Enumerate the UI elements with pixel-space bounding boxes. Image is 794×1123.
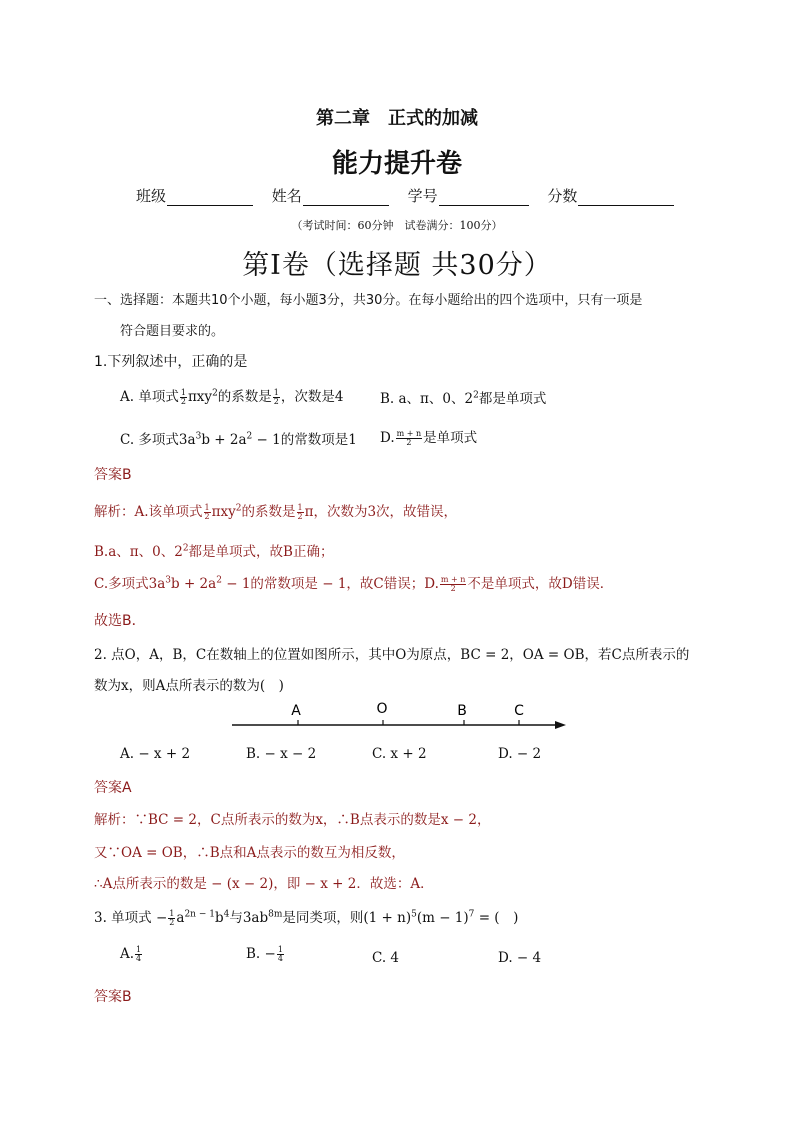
part-title: 第Ⅰ卷（选择题 共30分） — [242, 250, 552, 281]
q2-stem-line1: 2. 点O，A，B，C在数轴上的位置如图所示，其中O为原点，BC = 2，OA = OB，若C点所表示的 — [94, 647, 690, 663]
student-info-row — [136, 185, 688, 206]
q2-option-d: D. − 2 — [498, 746, 542, 762]
q1-stem: 1.下列叙述中，正确的是 — [94, 354, 248, 370]
label-c: C — [514, 703, 524, 719]
class-field: 班级 — [136, 185, 253, 206]
q2-answer: 答案A — [94, 780, 132, 796]
q2-stem-line2: 数为x，则A点所表示的数为( ) — [94, 678, 284, 694]
q1-option-b: B. a、π、0、$2^2$都是单项式 — [380, 390, 547, 407]
q1-option-d: D. $\frac{m + n}{2}$ 是单项式 — [380, 429, 478, 447]
fraction: $\frac{1}{2}$ — [204, 503, 210, 521]
student-id-field: 学号 — [408, 185, 529, 206]
q3-stem: 3. 单项式 − $\frac{1}{2}$ $a^{2n - 1}b^4$与$3ab^{8m}$是同类项，则$(1 + n)^5(m - 1)^7$ = ( ) — [94, 909, 519, 927]
exam-note: （考试时间：60分钟 试卷满分：100分） — [291, 219, 503, 232]
fraction: $\frac{m + n}{2}$ — [396, 429, 422, 447]
q3-answer: 答案B — [94, 989, 132, 1005]
q2-analysis-line3: ∴A点所表示的数是 − (x − 2)，即 − x + 2．故选：A． — [94, 876, 434, 892]
score-field: 分数 — [547, 185, 674, 206]
q3-option-b: B. − $\frac{1}{4}$ — [246, 945, 283, 963]
fraction: $\frac{1}{2}$ — [273, 388, 279, 406]
q1-option-a: A. 单项式 $\frac{1}{2}$ πxy$^2$的系数是 $\frac{1}{2}$ ，次数是4 — [120, 388, 344, 406]
q2-analysis-line2: 又∵OA = OB，∴B点和A点表示的数互为相反数， — [94, 845, 405, 861]
number-line-arrow — [555, 721, 566, 729]
page-title: 能力提升卷 — [331, 149, 462, 179]
number-line — [226, 698, 571, 734]
fraction: $\frac{1}{4}$ — [136, 945, 142, 963]
q1-analysis-line3: C.多项式$3a^3b + 2a^2 - 1$的常数项是 − 1，故C错误；D. $\frac{m + n}{2}$ 不是单项式，故D错误． — [94, 575, 614, 593]
q2-option-a: A. − x + 2 — [120, 746, 191, 762]
fraction: $\frac{1}{2}$ — [297, 503, 303, 521]
q1-analysis-line2: B.a、π、0、$2^2$都是单项式，故B正确； — [94, 543, 334, 560]
section-intro-line1: 一、选择题：本题共10个小题，每小题3分，共30分。在每小题给出的四个选项中，只有一项是 — [94, 293, 643, 308]
q1-conclusion: 故选B． — [94, 613, 146, 629]
label-b: B — [457, 703, 467, 719]
q2-option-b: B. − x − 2 — [246, 746, 317, 762]
q2-analysis-line1: 解析：∵BC = 2，C点所表示的数为x，∴B点表示的数是x − 2， — [94, 812, 491, 828]
q2-option-c: C. x + 2 — [372, 746, 427, 762]
q3-option-d: D. − 4 — [498, 950, 542, 966]
label-o: O — [376, 701, 388, 717]
name-field: 姓名 — [272, 185, 389, 206]
class-blank[interactable] — [167, 191, 253, 206]
name-blank[interactable] — [303, 191, 389, 206]
q3-option-a: A. $\frac{1}{4}$ — [120, 945, 142, 963]
chapter-title: 第二章 正式的加减 — [316, 108, 478, 129]
q1-answer: 答案B — [94, 467, 132, 483]
fraction: $\frac{m + n}{2}$ — [440, 575, 466, 593]
q1-option-c: C. 多项式$3a^3b + 2a^2 - 1$的常数项是1 — [120, 431, 357, 448]
fraction: $\frac{1}{2}$ — [180, 388, 186, 406]
label-a: A — [291, 703, 301, 719]
q1-analysis-line1: 解析：A.该单项式 $\frac{1}{2}$ πxy$^2$的系数是 $\frac{1}{2}$ π，次数为3次，故错误， — [94, 503, 458, 521]
fraction: $\frac{1}{2}$ — [169, 909, 175, 927]
q3-option-c: C. 4 — [372, 950, 400, 966]
section-intro-line2: 符合题目要求的。 — [120, 324, 225, 339]
fraction: $\frac{1}{4}$ — [277, 945, 283, 963]
score-blank[interactable] — [578, 191, 674, 206]
student-id-blank[interactable] — [439, 191, 529, 206]
